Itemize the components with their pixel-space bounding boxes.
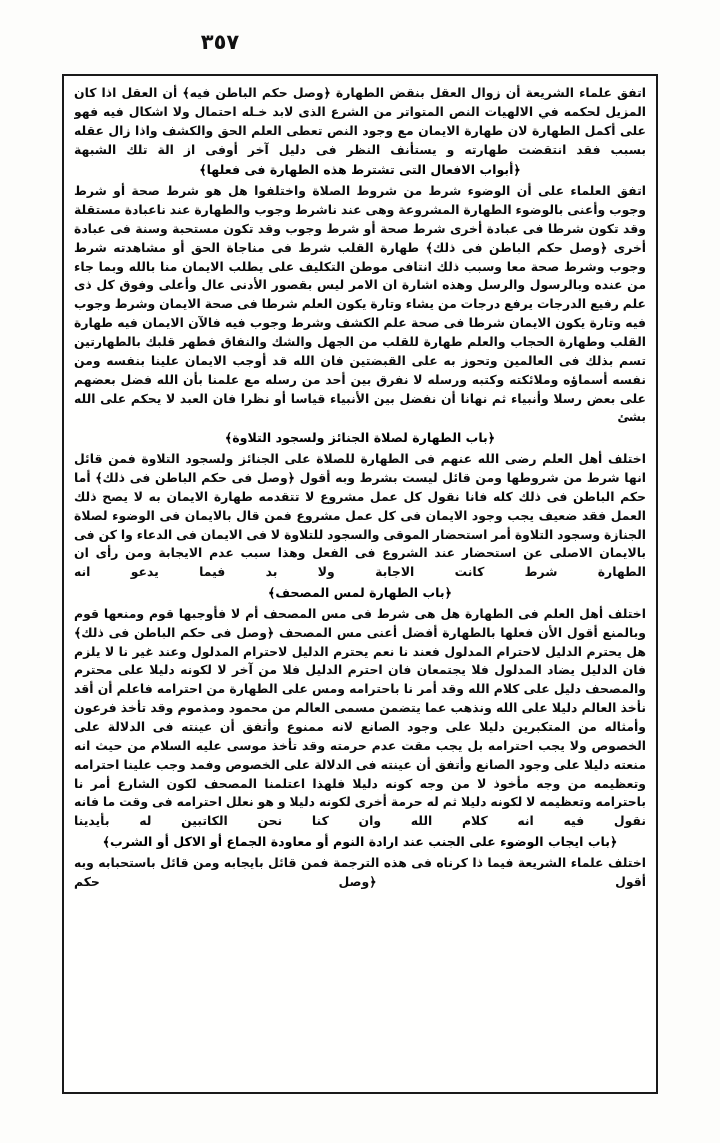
text-frame-content <box>74 84 646 1084</box>
page-number-value: ٣٥٧ <box>200 30 240 54</box>
page-number <box>0 30 720 54</box>
paragraph-3: اختلف أهل العلم رضى الله عنهم فى الطهارة للصلاة على الجنائز ولسجود التلاوة فمن قائل انها شرط من شروطها ومن قائل ليست بشرط وبه أقول ﴿وصل فى حكم الباطن فى ذلك﴾ أما حكم الباطن فى ذلك كله فانا نقول كل عمل مشروع لا تتقدمه طهارة الايمان به لا يصح ذلك العمل فقد ضعيف يجب وجود الايمان فى كل عمل مشروع فمن قال بالايمان فى الوضوء لصلاة الجنازة وسجود التلاوة أمر استحضار الموقى والسجود للتلاوة لا فى الايمان فى الدعاء وا كن فى بالايمان الاصلى عن استحضار عند الشروع فى الفعل وهذا سبب عدم الايجابة ومن رأى ان الطهارة شرط كانت الاجابة ولا بد فيما يدعو انه <box>74 451 646 580</box>
text-frame-border <box>62 74 658 1094</box>
paragraph-2: اتفق العلماء على أن الوضوء شرط من شروط الصلاة واختلفوا هل هو شرط صحة أو شرط وجوب وأعنى بالوضوء الطهارة المشروعة وهى عند ناشرط وجوب والطهارة عند ناعبادة مستقلة وقد تكون شرطا فى عبادة أخرى شرط صحة أو شرط وجوب وقد تكون مستحبة وسنة فى عبادة أخرى ﴿وصل حكم الباطن فى ذلك﴾ طهارة القلب شرط فى مناجاة الحق أو مشاهدته شرط وجوب وشرط صحة معا وسبب ذلك انتافى موطن التكليف على يطلب الايمان منا بالله وبما جاء من عنده وبالرسول والرسل وهذه اشارة ان الامر ليس بقصور الأدنى عال وأعلى وفوق كل ذى علم رفيع الدرجات يرفع درجات من يشاء وتارة يكون العلم شرطا فى صحة الايمان وشرط وجوب فيه وتارة يكون الايمان شرطا فى صحة علم الكشف وشرط وجوب فيه فالآن الايمان فيه طهارة القلب وطهارة الحجاب والعلم طهارة للقلب من الجهل والشك والنفاق فطهر قلبك بالطهارتين تسم بذلك فى العالمين وتحوز به على القبضتين فان الله قد أوجب الايمان علينا بنفسه ومن نفسه أسماؤه وملائكته وكتبه ورسله لا نفرق بين أحد من رسله مع علمنا بأن الله فضل بعضهم على بعض رسلا وأنبياء ثم نهانا أن نفضل بين الأنبياء قياسا أو نظرا فان العبد لا يحكم على الله بشئ <box>74 183 646 425</box>
paragraph-4: اختلف أهل العلم فى الطهارة هل هى شرط فى مس المصحف أم لا فأوجبها قوم ومنعها قوم وبالمنع أقول الأن فعلها بالطهارة أفضل أعنى مس المصحف ﴿وصل فى حكم الباطن فى ذلك﴾ هل يحترم الدليل لاحترام المدلول فعند نا نعم يحترم الدليل لاحترام المدلول وعند غير نا لا يلزم فان الدليل يضاد المدلول فلا يجتمعان فان احترم الدليل فلا من آخر لا لكونه دليلا على محترم والمصحف دليل على كلام الله وقد أمر نا باحترامه ومس على الطهارة من احترامه فاعلم أن أقد نأخذ العالم دليلا على الله ونذهب عما يتضمن مسمى العالم من محمود ومذموم وقد تأخذ فرعون وأمثاله من المتكبرين دليلا على وجود الصانع لانه ممنوع وأتفق أن عينته فى الدلالة على الخصوص ولا يجب احترامه بل يجب مقت عدم حرمته وقد تأخذ موسى عليه السلام من حيث انه منعته دليلا على وجود الصانع وأتفق أن عينته فى الدلالة على الخصوص وفمد وجب علينا احترامه وتعظيمه من وجه مأخوذ لا من وجه كونه دليلا فلهذا اعتلمنا المصحف لكون الشارع أمر نا باحترامه وتعظيمه لا لكونه دليلا ثم له حرمة أخرى لكونه دليلا و هو نعلل احترامه فى وقت ما فانه نقول فيه انه كلام الله وان كنا نحن الكاتبين له بأيدينا <box>74 605 646 829</box>
heading-2: ﴿باب الطهارة لصلاة الجنائز ولسجود التلاوة﴾ <box>224 430 496 446</box>
paragraph-1: اتفق علماء الشريعة أن زوال العقل بنقض الطهارة ﴿وصل حكم الباطن فيه﴾ أن العقل اذا كان المزيل لحكمه في الالهيات النص المتواتر من الشرع الذى لابد خـله احتمال ولا اشكال فيه فهو على أكمل الطهارة لان طهارة الايمان مع وجود النص تعطى العلم الحق والكشف واذا زال عقله بسبب فقد انتقضت طهارته و يستأنف النظر فى دليل آخر أوفى از الة تلك الشبهة <box>74 85 646 157</box>
heading-4: ﴿باب ايجاب الوضوء على الجنب عند ارادة النوم أو معاودة الجماع أو الاكل أو الشرب﴾ <box>102 834 618 850</box>
paragraph-5: اختلف علماء الشريعة فيما ذا كرناه فى هذه الترجمة فمن قائل بايجابه ومن قائل باستحبابه وبه أقول ﴿وصل حكم <box>74 854 646 889</box>
heading-3: ﴿باب الطهارة لمس المصحف﴾ <box>267 585 452 601</box>
heading-1: ﴿أبواب الافعال التى تشترط هذه الطهارة فى فعلها﴾ <box>199 162 521 178</box>
